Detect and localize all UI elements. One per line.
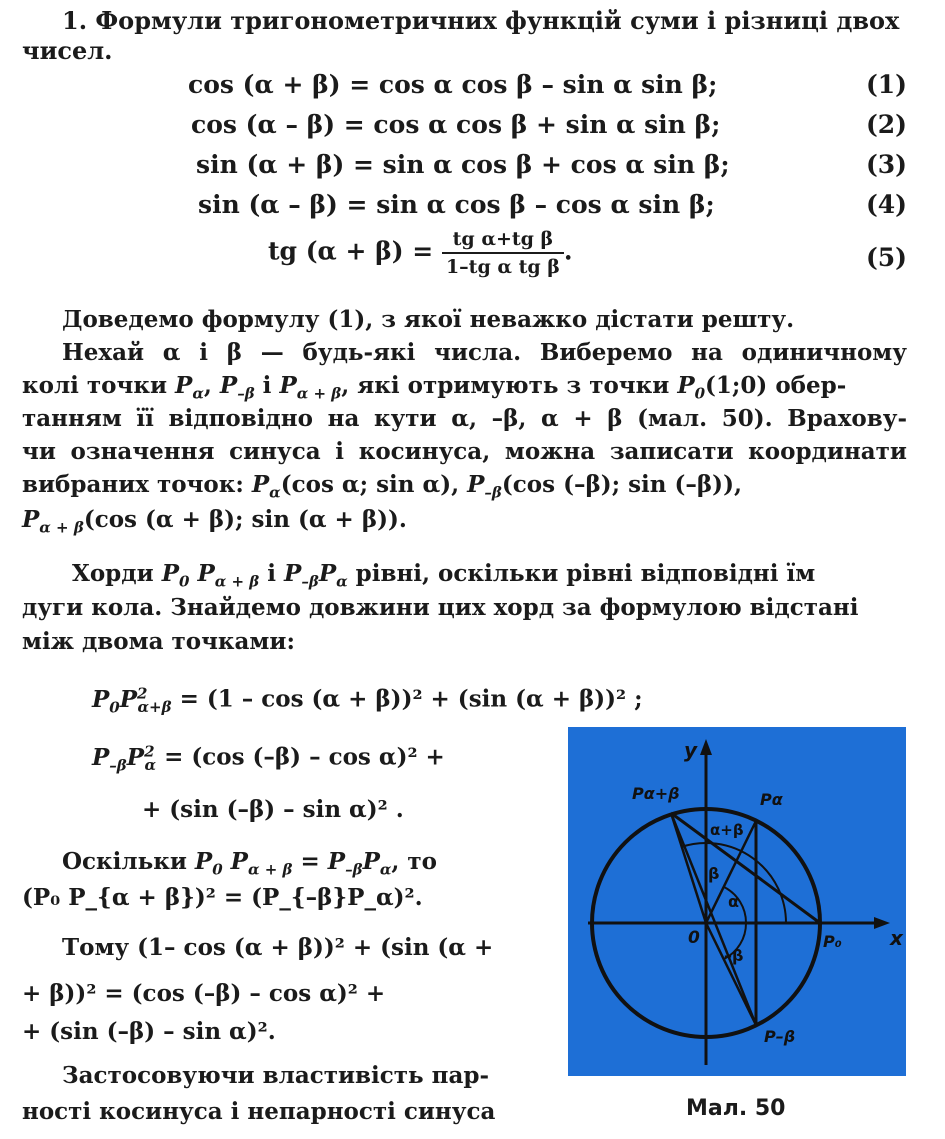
point-Pa [175,372,204,403]
point-Pa [251,471,281,502]
paragraph-2-line6 [22,506,407,537]
figure-caption: Мал. 50 [686,1096,786,1121]
point-Pmb-Pa [327,848,392,879]
P: P [197,560,215,587]
equation-2 [92,742,445,774]
paragraph-5-line3: + (sin (–β) – sin α)². [22,1018,276,1045]
formula-5-numerator: tg α+tg β [442,228,564,254]
text: Хорди [72,560,154,587]
text: і [262,372,272,399]
point-Pmb [219,372,255,403]
P: P [92,743,110,771]
eq1-lhs [92,684,172,717]
sub: 0 [109,698,120,717]
text: = [300,848,320,875]
point-P0 [194,848,223,879]
text: (1;0) обер- [705,372,847,399]
formula-4: sin (α – β) = sin α cos β – cos α sin β; [198,190,715,219]
P: P [175,372,193,399]
sub: –β [345,860,363,879]
text: колі точки [22,372,168,399]
paragraph-2-line5 [22,471,742,502]
P: P [161,560,179,587]
formula-3-number: (3) [865,150,907,179]
paragraph-5-line1: Тому (1– cos (α + β))² + (sin (α + [62,934,494,961]
formula-2: cos (α – β) = cos α cos β + sin α sin β; [191,110,721,139]
sub: α + β [39,518,84,537]
paragraph-3-line1 [72,560,815,591]
sub: –β [237,384,255,403]
sub: 0 [212,860,223,879]
paragraph-6-line2: ності косинуса і непарності синуса [22,1098,496,1125]
eq2-lhs [92,742,157,775]
label-Papb: Pα+β [632,784,680,803]
formula-2-number: (2) [865,110,907,139]
sub: α [336,572,348,591]
P: P [279,372,297,399]
sub: α [192,384,204,403]
paragraph-2-line1: Нехай α і β — будь-які числа. Виберемо на одиничному [62,339,907,366]
text: , то [391,848,438,875]
sub: 0 [694,384,706,403]
paragraph-2-line4: чи означення синуса і косинуса, можна записати координати [22,438,907,465]
text: (cos α; sin α), [280,471,460,498]
P: P [230,848,248,875]
paragraph-3-line2: дуги кола. Знайдемо довжини цих хорд за формулою відстані [22,594,859,621]
point-Papb [197,560,260,591]
paragraph-3-line3: між двома точками: [22,628,295,655]
formula-5-fraction [442,228,564,278]
P: P [119,685,138,713]
sub: α [379,860,392,879]
point-Papb [279,372,342,403]
text: Оскільки [62,848,187,875]
formula-5-tail: . [563,236,573,266]
sub: 0 [178,572,190,591]
formula-1-number: (1) [865,70,907,99]
paragraph-5-line2: + β))² = (cos (–β) – cos α)² + [22,980,386,1007]
label-Pmb: P–β [764,1027,796,1046]
sub: α + β [214,572,260,591]
sup: 2 [137,684,148,702]
formula-4-number: (4) [865,190,907,219]
text: (cos (α + β); sin (α + β)). [83,506,407,533]
text: вибраних точок: [22,471,244,498]
point-Papb [22,506,84,537]
P: P [22,506,40,533]
point-P0 [161,560,190,591]
label-origin: 0 [688,928,700,948]
sub: α [269,483,281,502]
point-Pmb-Pa [284,560,348,591]
formula-3: sin (α + β) = sin α cos β + cos α sin β; [196,150,730,179]
paragraph-6-line1: Застосовуючи властивість пар- [62,1062,489,1089]
P: P [126,743,145,771]
formula-5 [268,228,573,278]
equation-2-continued: + (sin (–β) – sin α)² . [142,796,404,823]
formula-5-lhs: tg (α + β) = [268,236,434,266]
unit-circle-figure [568,727,906,1076]
section-heading-line1: 1. Формули тригонометричних функцій суми і різниці двох [62,6,900,35]
point-Papb [230,848,293,879]
label-angle-mb: –β [724,946,744,965]
P: P [194,848,213,875]
text: рівні, оскільки рівні відповідні їм [355,560,816,587]
text: , які отримують з точки [341,372,670,399]
formula-5-number: (5) [865,243,907,272]
eq2-rhs: = (cos (–β) – cos α)² + [164,743,445,771]
P: P [251,471,270,498]
label-x: x [890,926,903,950]
P: P [467,471,485,498]
sup: 2 [144,742,155,760]
section-heading-line2: чисел. [22,36,113,65]
sub: –β [301,572,319,591]
sub: –β [484,483,502,502]
P: P [677,372,695,399]
label-Pa: Pα [760,790,783,809]
formula-5-denominator: 1–tg α tg β [445,256,560,278]
P: P [284,560,302,587]
P: P [92,685,110,713]
formula-1: cos (α + β) = cos α cos β – sin α sin β; [188,70,718,99]
P: P [327,848,346,875]
paragraph-2-line3: танням її відповідно на кути α, –β, α + β (мал. 50). Врахову- [22,405,907,432]
sub: –β [109,756,127,775]
P: P [318,560,337,587]
label-P0: P₀ [823,932,842,951]
text: і [267,560,277,587]
sub: α [144,756,157,775]
equation-1 [92,684,643,716]
paragraph-4-line2: (P₀ P_{α + β})² = (P_{–β}P_α)². [22,884,423,911]
label-angle-apb: α+β [710,821,744,839]
sub: α + β [247,860,293,879]
sub: α+β [137,698,172,717]
point-P0 [677,372,706,403]
sub: α + β [296,384,342,403]
label-angle-a: α [728,892,739,911]
paragraph-1: Доведемо формулу (1), з якої неважко дістати решту. [62,306,795,333]
label-y: y [684,738,698,762]
label-angle-b: β [708,864,720,883]
paragraph-4-line1 [62,848,437,879]
P: P [362,848,380,875]
paragraph-2-line2: колі точки $P_\alpha$, $P_{-\beta}$ і $P_{\alpha + \beta}$, які отримують з точки $P_0(1;0)$ обер- [22,372,847,403]
eq1-rhs: = (1 – cos (α + β))² + (sin (α + β))² ; [179,685,643,713]
P: P [219,372,238,399]
point-Pmb [467,471,502,502]
text: (cos (–β); sin (–β)), [501,471,742,498]
